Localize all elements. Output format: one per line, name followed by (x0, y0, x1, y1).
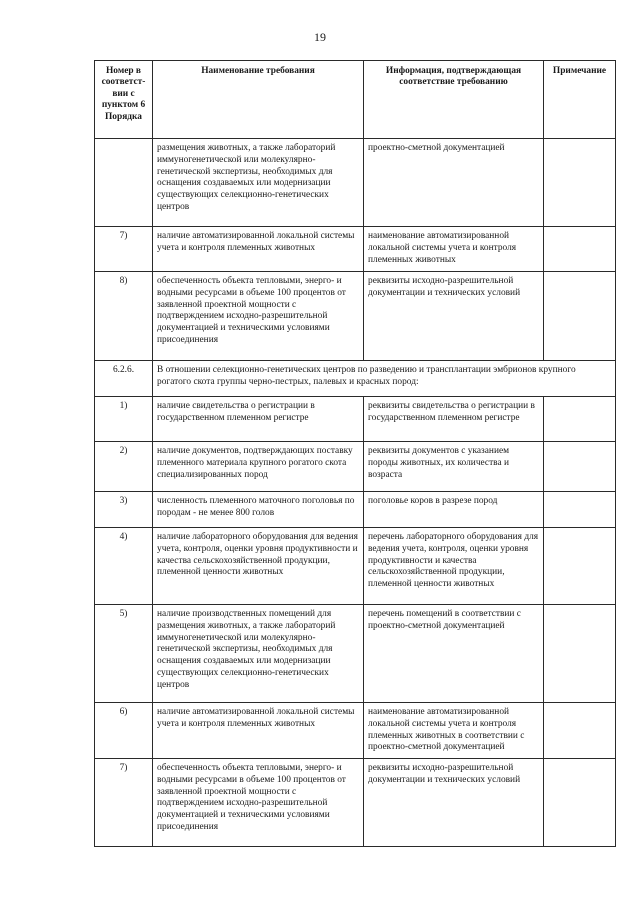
row-number: 4) (95, 528, 153, 605)
row-note (544, 227, 616, 272)
row-number (95, 139, 153, 227)
header-note: Примечание (544, 61, 616, 139)
row-info: реквизиты исходно-разрешительной документации и технических условий (364, 759, 544, 847)
row-requirement: наличие свидетельства о регистрации в государственном племенном регистре (153, 397, 364, 442)
row-info: перечень лабораторного оборудования для ведения учета, контроля, оценки уровня продуктивности и качества сельскохозяйственной продукции, племенной ценности животных (364, 528, 544, 605)
row-number: 7) (95, 759, 153, 847)
row-note (544, 703, 616, 759)
row-note (544, 759, 616, 847)
row-info: реквизиты документов с указанием породы животных, их количества и возраста (364, 442, 544, 492)
row-note (544, 272, 616, 361)
page-number: 19 (314, 30, 326, 44)
row-requirement: наличие автоматизированной локальной системы учета и контроля племенных животных (153, 703, 364, 759)
header-number: Номер в соответст-вии с пунктом 6 Порядка (95, 61, 153, 139)
header-info: Информация, подтверждающая соответствие требованию (364, 61, 544, 139)
row-note (544, 442, 616, 492)
row-info: наименование автоматизированной локальной системы учета и контроля племенных животных в соответствии с проектно-сметной документацией (364, 703, 544, 759)
row-note (544, 397, 616, 442)
table-row (95, 397, 616, 442)
row-number: 1) (95, 397, 153, 442)
row-note (544, 528, 616, 605)
row-number: 8) (95, 272, 153, 361)
row-number: 5) (95, 605, 153, 703)
row-note (544, 139, 616, 227)
row-requirement: численность племенного маточного поголовья по породам - не менее 800 голов (153, 492, 364, 528)
row-info: наименование автоматизированной локальной системы учета и контроля племенных животных (364, 227, 544, 272)
row-requirement: размещения животных, а также лабораторий иммуногенетической или молекулярно-генетической экспертизы, необходимых для оснащения создаваемых или модернизации существующих селекционно-генетических центров (153, 139, 364, 227)
table-row (95, 272, 616, 361)
header-requirement: Наименование требования (153, 61, 364, 139)
section-number: 6.2.6. (95, 361, 153, 397)
row-requirement: наличие документов, подтверждающих поставку племенного материала крупного рогатого скота специализированных пород (153, 442, 364, 492)
row-info: реквизиты свидетельства о регистрации в государственном племенном регистре (364, 397, 544, 442)
table-row (95, 442, 616, 492)
row-number: 2) (95, 442, 153, 492)
row-number: 7) (95, 227, 153, 272)
row-number: 3) (95, 492, 153, 528)
row-note (544, 605, 616, 703)
row-info: поголовье коров в разрезе пород (364, 492, 544, 528)
row-info: реквизиты исходно-разрешительной документации и технических условий (364, 272, 544, 361)
section-row (95, 361, 616, 397)
row-number: 6) (95, 703, 153, 759)
row-info: перечень помещений в соответствии с проектно-сметной документацией (364, 605, 544, 703)
table-row (95, 703, 616, 759)
table-row (95, 227, 616, 272)
row-requirement: обеспеченность объекта тепловыми, энерго- и водными ресурсами в объеме 100 процентов от заявленной проектной мощности с подтверждением исходно-разрешительной документацией и техническими условиями присоединения (153, 759, 364, 847)
row-requirement: наличие производственных помещений для размещения животных, а также лабораторий иммуногенетической или молекулярно-генетической экспертизы, необходимых для оснащения создаваемых или модернизации существующих селекционно-генетических центров (153, 605, 364, 703)
requirements-table (94, 60, 616, 847)
row-note (544, 492, 616, 528)
row-requirement: наличие лабораторного оборудования для ведения учета, контроля, оценки уровня продуктивности и качества сельскохозяйственной продукции, племенной ценности животных (153, 528, 364, 605)
section-text: В отношении селекционно-генетических центров по разведению и трансплантации эмбрионов крупного рогатого скота группы черно-пестрых, палевых и красных пород: (153, 361, 616, 397)
table-row (95, 528, 616, 605)
table-row (95, 759, 616, 847)
table-row (95, 139, 616, 227)
row-requirement: обеспеченность объекта тепловыми, энерго- и водными ресурсами в объеме 100 процентов от заявленной проектной мощности с подтверждением исходно-разрешительной документацией и техническими условиями присоединения (153, 272, 364, 361)
table-row (95, 605, 616, 703)
row-info: проектно-сметной документацией (364, 139, 544, 227)
row-requirement: наличие автоматизированной локальной системы учета и контроля племенных животных (153, 227, 364, 272)
table-row (95, 492, 616, 528)
table-header-row (95, 61, 616, 139)
